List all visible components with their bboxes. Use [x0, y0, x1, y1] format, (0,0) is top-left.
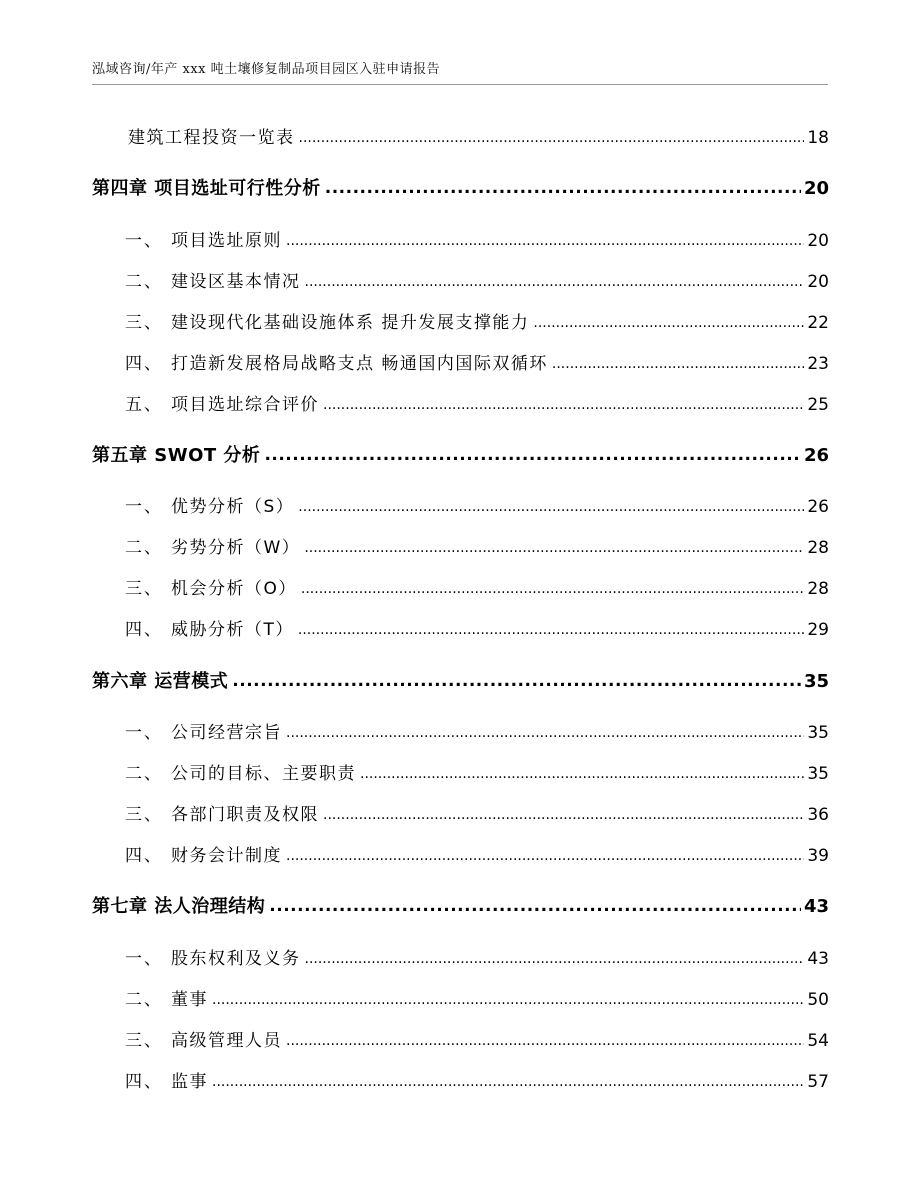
toc-leader	[533, 312, 804, 332]
toc-entry-number: 二、	[125, 272, 163, 292]
toc-entry-title: 董事	[171, 990, 208, 1010]
toc-entry-number: 三、	[125, 1031, 163, 1051]
toc-entry-page: 23	[807, 354, 829, 374]
toc-entry[interactable]	[0, 492, 829, 517]
header-rule	[92, 84, 828, 85]
toc-leader	[325, 177, 801, 198]
toc-chapter-page: 20	[803, 178, 829, 199]
toc-entry[interactable]	[0, 1026, 829, 1051]
toc-chapter[interactable]	[92, 441, 829, 467]
toc-entry-number: 五、	[125, 395, 163, 415]
toc-entry-title: 建设现代化基础设施体系 提升发展支撑能力	[171, 313, 530, 333]
toc-entry-title: 机会分析（O）	[171, 579, 297, 599]
toc-leader	[304, 537, 804, 557]
toc-entry-number: 三、	[125, 579, 163, 599]
toc-entry-page: 43	[807, 949, 829, 969]
toc-entry[interactable]	[0, 349, 829, 374]
toc-entry-page: 36	[807, 805, 829, 825]
toc-chapter-page: 26	[803, 445, 829, 466]
toc-entry-title: 高级管理人员	[171, 1031, 282, 1051]
toc-leader	[323, 804, 804, 824]
toc-chapter-title: 第六章 运营模式	[92, 671, 229, 692]
toc-leader	[305, 271, 805, 291]
toc-entry-page: 20	[807, 231, 829, 251]
toc-leader	[286, 230, 804, 250]
toc-chapter-title: 第五章 SWOT 分析	[92, 445, 261, 466]
toc-entry-page: 39	[807, 846, 829, 866]
toc-entry[interactable]	[0, 1067, 829, 1092]
toc-leader	[298, 496, 804, 516]
toc-entry-page: 25	[807, 395, 829, 415]
toc-entry-title: 项目选址综合评价	[171, 395, 319, 415]
toc-entry-title: 监事	[171, 1072, 208, 1092]
toc-entry[interactable]	[0, 226, 829, 251]
toc-entry-page: 18	[807, 128, 829, 148]
toc-entry[interactable]	[0, 267, 829, 292]
toc-leader	[286, 722, 804, 742]
toc-entry-page: 57	[807, 1072, 829, 1092]
toc-chapter-page: 43	[803, 896, 829, 917]
toc-entry-title: 建筑工程投资一览表	[128, 128, 295, 148]
toc-entry[interactable]	[0, 615, 829, 640]
toc-entry-number: 三、	[125, 805, 163, 825]
toc-leader	[232, 670, 801, 691]
toc-chapter-page: 35	[803, 671, 829, 692]
toc-entry-title: 打造新发展格局战略支点 畅通国内国际双循环	[171, 354, 548, 374]
toc-chapter-title: 第四章 项目选址可行性分析	[92, 178, 321, 199]
toc-leader	[360, 763, 804, 783]
toc-entry-title: 建设区基本情况	[171, 272, 301, 292]
toc-entry-page: 50	[807, 990, 829, 1010]
toc-entry-page: 29	[807, 620, 829, 640]
toc-leader	[301, 578, 804, 598]
toc-entry[interactable]	[0, 718, 829, 743]
toc-leader	[264, 444, 801, 465]
toc-entry-page: 22	[807, 313, 829, 333]
toc-entry[interactable]	[0, 800, 829, 825]
toc-entry[interactable]	[0, 574, 829, 599]
toc-entry-number: 一、	[125, 723, 163, 743]
toc-leader	[212, 989, 804, 1009]
toc-entry-title: 股东权利及义务	[171, 949, 301, 969]
toc-entry[interactable]	[0, 308, 829, 333]
toc-leader	[323, 394, 804, 414]
toc-entry-number: 三、	[125, 313, 163, 333]
toc-entry-page: 35	[807, 723, 829, 743]
toc-entry-number: 一、	[125, 949, 163, 969]
toc-entry[interactable]	[0, 985, 829, 1010]
toc-entry-number: 一、	[125, 231, 163, 251]
toc-entry-title: 项目选址原则	[171, 231, 282, 251]
toc-leader	[298, 619, 804, 639]
toc-entry[interactable]	[0, 944, 829, 969]
toc-entry-title: 财务会计制度	[171, 846, 282, 866]
toc-entry[interactable]	[0, 390, 829, 415]
toc-entry[interactable]	[0, 123, 829, 148]
toc-entry-title: 公司经营宗旨	[171, 723, 282, 743]
toc-entry[interactable]	[0, 533, 829, 558]
toc-entry-number: 一、	[125, 497, 163, 517]
toc-entry-number: 四、	[125, 620, 163, 640]
toc-entry-title: 各部门职责及权限	[171, 805, 319, 825]
toc-leader	[212, 1071, 804, 1091]
toc-leader	[269, 895, 801, 916]
toc-entry-number: 四、	[125, 846, 163, 866]
toc-leader	[286, 1030, 804, 1050]
toc-entry-number: 二、	[125, 990, 163, 1010]
toc-entry-page: 28	[807, 538, 829, 558]
toc-entry-page: 28	[807, 579, 829, 599]
toc-entry-title: 威胁分析（T）	[171, 620, 294, 640]
toc-leader	[305, 948, 805, 968]
toc-entry[interactable]	[0, 759, 829, 784]
toc-entry-title: 公司的目标、主要职责	[171, 764, 356, 784]
running-header: 泓域咨询/年产 xxx 吨土壤修复制品项目园区入驻申请报告	[92, 62, 441, 77]
toc-chapter[interactable]	[92, 667, 829, 693]
toc-entry-number: 二、	[125, 538, 163, 558]
toc-leader	[286, 845, 804, 865]
toc-entry-number: 四、	[125, 354, 163, 374]
toc-leader	[299, 127, 805, 147]
toc-entry-title: 劣势分析（W）	[171, 538, 301, 558]
toc-entry-page: 20	[807, 272, 829, 292]
toc-leader	[552, 353, 804, 373]
toc-entry-page: 26	[807, 497, 829, 517]
toc-chapter[interactable]	[92, 174, 829, 200]
toc-entry-page: 35	[807, 764, 829, 784]
toc-entry-number: 二、	[125, 764, 163, 784]
toc-entry-title: 优势分析（S）	[171, 497, 295, 517]
toc-chapter[interactable]	[92, 892, 829, 918]
toc-entry-number: 四、	[125, 1072, 163, 1092]
toc-entry[interactable]	[0, 841, 829, 866]
toc-entry-page: 54	[807, 1031, 829, 1051]
toc-chapter-title: 第七章 法人治理结构	[92, 896, 266, 917]
